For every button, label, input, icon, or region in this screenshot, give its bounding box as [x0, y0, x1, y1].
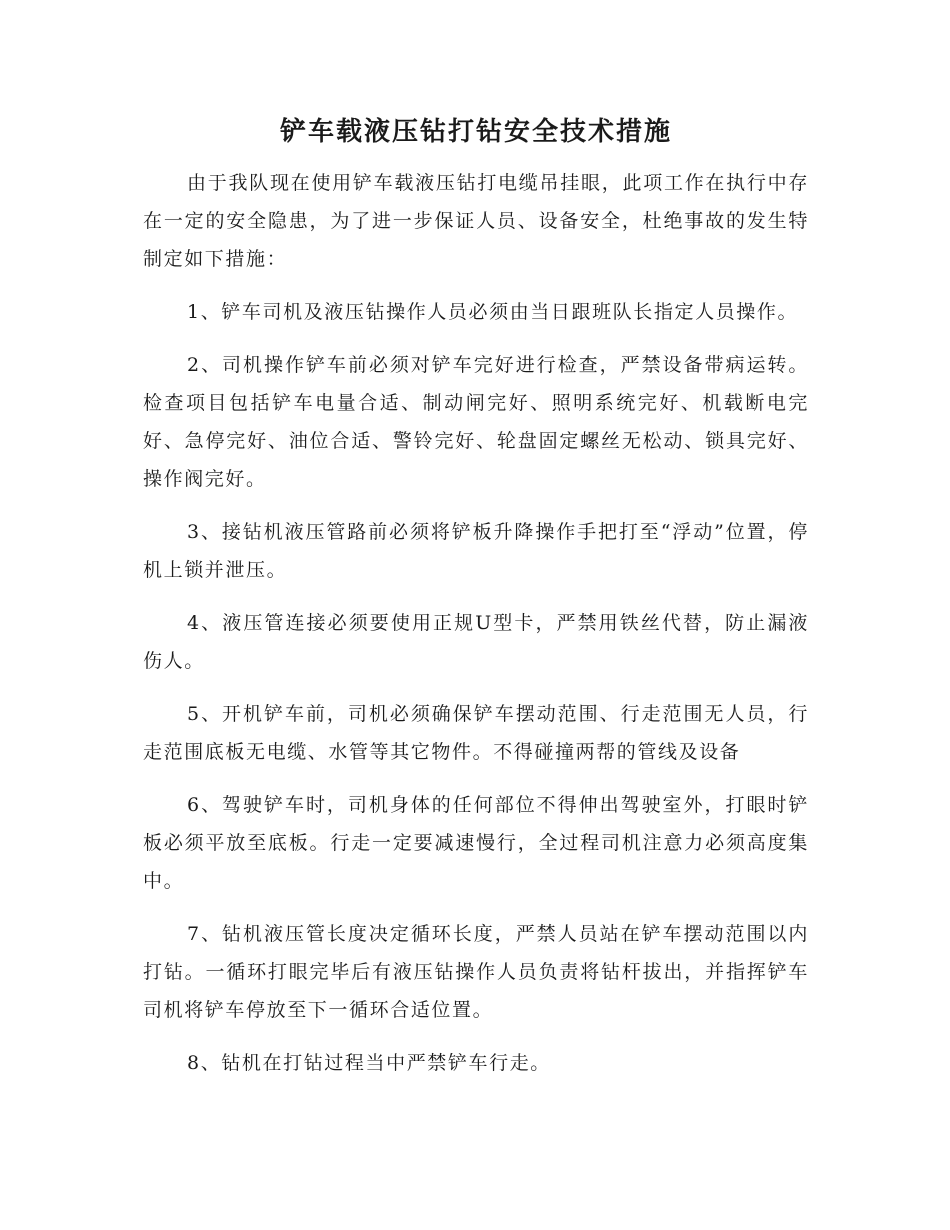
measure-item-7: 7、钻机液压管长度决定循环长度，严禁人员站在铲车摆动范围以内打钻。一循环打眼完毕后有液压钻操作人员负责将钻杆拔出，并指挥铲车司机将铲车停放至下一循环合适位置。: [143, 923, 809, 1021]
measure-item-5: 5、开机铲车前，司机必须确保铲车摆动范围、行走范围无人员，行走范围底板无电缆、水管等其它物件。不得碰撞两帮的管线及设备: [143, 703, 809, 763]
measure-item-8: 8、钻机在打钻过程当中严禁铲车行走。: [187, 1052, 551, 1074]
measure-item-1: 1、铲车司机及液压钻操作人员必须由当日跟班队长指定人员操作。: [187, 301, 799, 323]
document-page: [143, 112, 809, 1097]
measure-item-6: 6、驾驶铲车时，司机身体的任何部位不得伸出驾驶室外，打眼时铲板必须平放至底板。行走一定要减速慢行，全过程司机注意力必须高度集中。: [143, 794, 809, 892]
document-title: 铲车载液压钻打钻安全技术措施: [279, 117, 672, 147]
intro-paragraph: 由于我队现在使用铲车载液压钻打电缆吊挂眼，此项工作在执行中存在一定的安全隐患，为了进一步保证人员、设备安全，杜绝事故的发生特制定如下措施：: [143, 172, 809, 270]
measure-item-2: 2、司机操作铲车前必须对铲车完好进行检查，严禁设备带病运转。检查项目包括铲车电量合适、制动闸完好、照明系统完好、机载断电完好、急停完好、油位合适、警铃完好、轮盘固定螺丝无松动、锁具完好、操作阀完好。: [143, 354, 809, 490]
measure-item-3: 3、接钻机液压管路前必须将铲板升降操作手把打至“浮动”位置，停机上锁并泄压。: [143, 521, 809, 581]
measure-item-4: 4、液压管连接必须要使用正规U型卡，严禁用铁丝代替，防止漏液伤人。: [143, 612, 809, 672]
